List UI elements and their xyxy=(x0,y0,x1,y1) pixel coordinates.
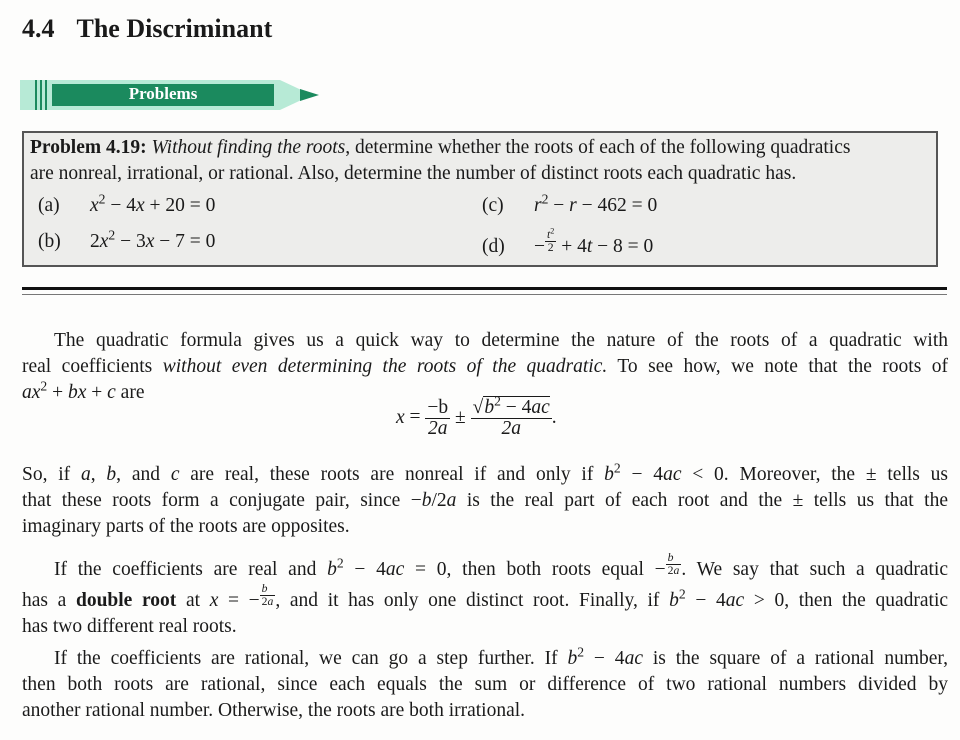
section-title xyxy=(22,14,272,44)
problem-intro-rest: , determine whether the roots of each of the following quadratics xyxy=(345,137,851,158)
section-heading: The Discriminant xyxy=(76,14,273,43)
divider-thin xyxy=(22,294,947,295)
formula-fraction-2: $\frac{√b^2 - 4ac}{2a}$ xyxy=(472,393,550,439)
problem-box xyxy=(22,131,938,267)
item-label: (d) xyxy=(482,235,505,257)
problem-statement-line-1 xyxy=(30,135,930,161)
item-label: (c) xyxy=(482,195,504,216)
section-number: 4.4 xyxy=(22,14,55,43)
formula-fraction-1: $\frac{-b}{2a}$ xyxy=(427,397,449,439)
p3-line-3: has two different real roots. xyxy=(22,615,237,637)
p1-line-1: The quadratic formula gives us a quick way to determine the nature of the roots of a quadratic with xyxy=(54,330,948,351)
p4-line-2: then both roots are rational, since each equals the sum or difference of two rational numbers divided by xyxy=(22,674,948,695)
formula-x: x xyxy=(396,407,405,428)
item-equation: $x^2 - 4x + 20 = 0$ xyxy=(90,191,216,216)
paragraph-4 xyxy=(22,646,948,724)
item-equation: $r^2 - r - 462 = 0$ xyxy=(534,191,658,216)
problems-banner xyxy=(20,78,325,112)
item-equation: − $\frac{t^2}{2}$ + 4t − 8 = 0 xyxy=(534,226,654,257)
p1-line-2: real coefficients without even determining the roots of the quadratic. To see how, we note that the roots of xyxy=(22,356,948,377)
p3-line-2: has a double root at x = − $\frac{b}{2a}$ , and it has only one distinct root. Finally, if $b^2 - 4ac > 0$, then the quadratic xyxy=(22,581,949,611)
problem-item-a xyxy=(38,193,215,219)
item-equation: $2x^2 - 3x - 7 = 0$ xyxy=(90,227,216,252)
p2-line-1: So, if a, b, and c are real, these roots are nonreal if and only if $b^2 - 4ac < 0$. Moreover, the ± tells us xyxy=(22,460,949,485)
p2-line-3: imaginary parts of the roots are opposites. xyxy=(22,516,350,537)
banner-label: Problems xyxy=(128,84,198,103)
paragraph-1 xyxy=(22,328,948,406)
problem-statement-line-2: are nonreal, irrational, or rational. Also, determine the number of distinct roots each quadratic has. xyxy=(30,163,797,184)
divider-thick xyxy=(22,287,947,290)
p4-line-3: another rational number. Otherwise, the roots are both irrational. xyxy=(22,700,526,721)
p1-line-3: $ax^2$ + bx + c are xyxy=(22,378,145,403)
problem-intro-italic: Without finding the roots xyxy=(151,137,346,158)
quadratic-formula: x = $\frac{-b}{2a}$ ± $\frac{√b^2 - 4ac}{2a}$ . xyxy=(396,393,557,439)
paragraph-3 xyxy=(22,552,948,640)
problem-item-b xyxy=(38,229,215,255)
p3-line-1: If the coefficients are real and $b^2 - 4ac = 0$, then both roots equal − $\frac{b}{2a}$ . We say that such a quadratic xyxy=(54,551,949,580)
item-label: (b) xyxy=(38,231,61,252)
item-label: (a) xyxy=(38,195,60,216)
problem-item-d xyxy=(482,226,654,260)
formula-plus-minus: ± xyxy=(455,407,466,428)
paragraph-2 xyxy=(22,462,948,540)
p2-line-2: that these roots form a conjugate pair, since −b/2a is the real part of each root and the ± tells us that the xyxy=(22,490,948,511)
p4-line-1: If the coefficients are rational, we can go a step further. If $b^2 - 4ac$ is the square of a rational number, xyxy=(54,644,948,669)
problem-item-c xyxy=(482,193,657,219)
problem-heading: Problem 4.19: xyxy=(30,137,147,158)
